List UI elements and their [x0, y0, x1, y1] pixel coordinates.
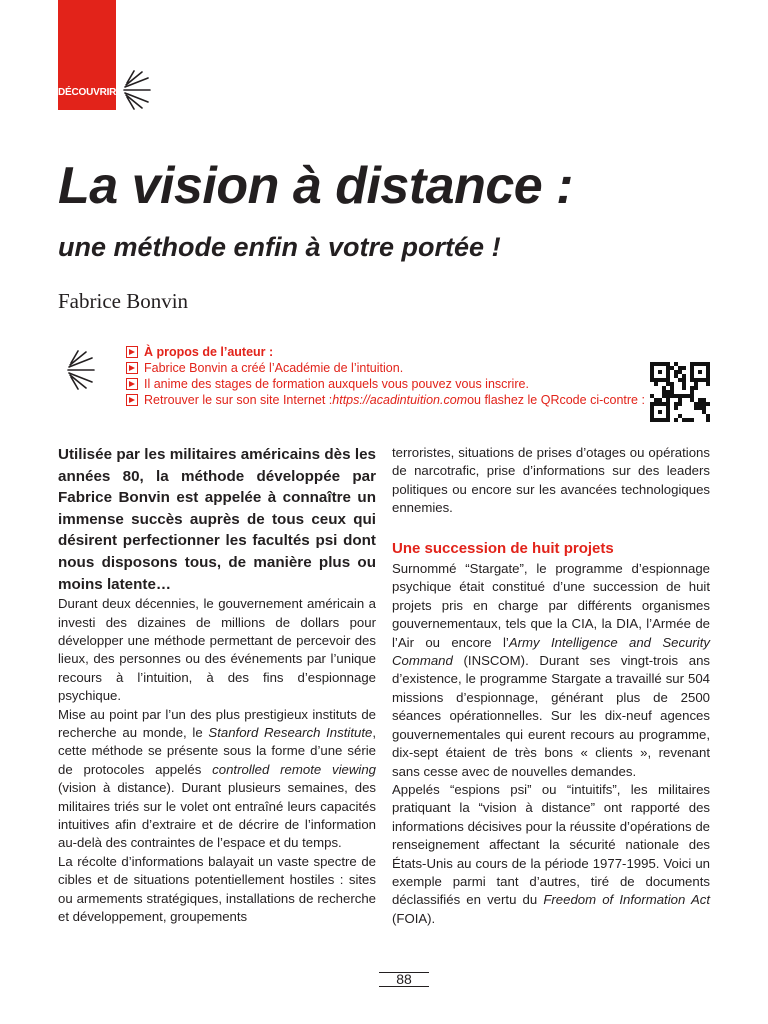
about-line-3-before: Retrouver le sur son site Internet : — [144, 393, 333, 407]
section-tab-label: DÉCOUVRIR — [58, 87, 117, 98]
arrow-bullet-icon — [126, 346, 138, 358]
website-link[interactable]: https://acadintuition.com — [332, 393, 468, 407]
left-paragraph-1: Durant deux décennies, le gouvernement américain a investi des dizaines de millions de dollars pour développer une méthode permettant de percevoir des lieux, des personnes ou des événements par l’unique recours à l’intuition, à des fins d’espionnage psychique. — [58, 596, 376, 704]
section-heading: Une succession de huit projets — [392, 539, 614, 557]
arrow-bullet-icon — [126, 362, 138, 374]
article-title: La vision à distance : — [58, 157, 573, 215]
left-paragraph-2: Mise au point par l’un des plus prestigieux instituts de recherche au monde, le Stanford Research Institute, cette méthode se présente sous la forme d’une série de protocoles appelés controlled remote viewing (vision à distance). Durant plusieurs semaines, des militaires triés sur le volet ont entraîné leurs capacités intuitives afin d’extraire et de décrire de l’information au-delà des contraintes de l’espace et du temps. — [58, 706, 376, 851]
about-line-3-after: ou flashez le QRcode ci-contre : — [467, 393, 645, 407]
right-paragraph-3: Appelés “espions psi” ou “intuitifs”, les militaires pratiquant la “vision à distance” ont rapporté des informations décisives pour la réussite d’opérations de renseignement affectant la sécurité nationale des États-Unis au cours de la période 1977-1995. Voici un exemple parmi tant d’autres, tiré de documents déclassifiés en vertu du Freedom of Information Act (FOIA). — [392, 781, 711, 926]
right-column — [392, 444, 710, 928]
about-line-3 — [126, 392, 646, 408]
about-line-1 — [126, 360, 646, 376]
left-column — [58, 444, 376, 926]
qr-code-icon[interactable] — [650, 362, 710, 422]
about-heading — [126, 344, 646, 360]
left-paragraph-3: La récolte d’informations balayait un vaste spectre de cibles et de situations potentiellement hostiles : sites ou armements stratégiques, installations de recherche et développement, groupements — [58, 853, 376, 925]
about-line-2 — [126, 376, 646, 392]
section-tab — [58, 0, 116, 110]
about-line-2-text: Il anime des stages de formation auxquels vous pouvez vous inscrire. — [144, 377, 529, 391]
about-line-1-text: Fabrice Bonvin a créé l’Académie de l’intuition. — [144, 361, 404, 375]
author-name: Fabrice Bonvin — [58, 289, 189, 313]
right-paragraph-2: Surnommé “Stargate”, le programme d’espionnage psychique était constitué d’une succession de huit projets pris en charge par différents organismes gouvernementaux, tels que la CIA, la DIA, l’Armée de l’Air ou encore l’Army Intelligence and Security Command (INSCOM). Durant ses vingt-trois ans d’existence, le programme Stargate a travaillé sur 504 missions d’espionnage, générant plus de 2500 séances opérationnelles. Sur les dix-neuf agences gouvernementales qui eurent recours au programme, dix-sept étaient de très bons « clients », revenant sans cesse avec de nouvelles demandes. — [392, 561, 710, 779]
burst-icon — [64, 350, 100, 390]
arrow-bullet-icon — [126, 394, 138, 406]
about-heading-text: À propos de l’auteur : — [144, 345, 274, 359]
burst-icon — [118, 70, 154, 110]
about-author-box — [126, 344, 646, 408]
arrow-bullet-icon — [126, 378, 138, 390]
lead-paragraph: Utilisée par les militaires américains dès les années 80, la méthode développée par Fabrice Bonvin est appelée à connaître un immense succès auprès de tous ceux qui désirent perfectionner les facultés psi dont nous disposons tous, de manière plus ou moins latente… — [58, 446, 376, 593]
article-subtitle: une méthode enfin à votre portée ! — [58, 232, 501, 262]
page-number: 88 — [379, 972, 429, 987]
right-paragraph-1: terroristes, situations de prises d’otages ou opérations de narcotrafic, prise d’informations sur des leaders politiques ou encore sur les avancées technologiques ennemies. — [392, 445, 710, 516]
